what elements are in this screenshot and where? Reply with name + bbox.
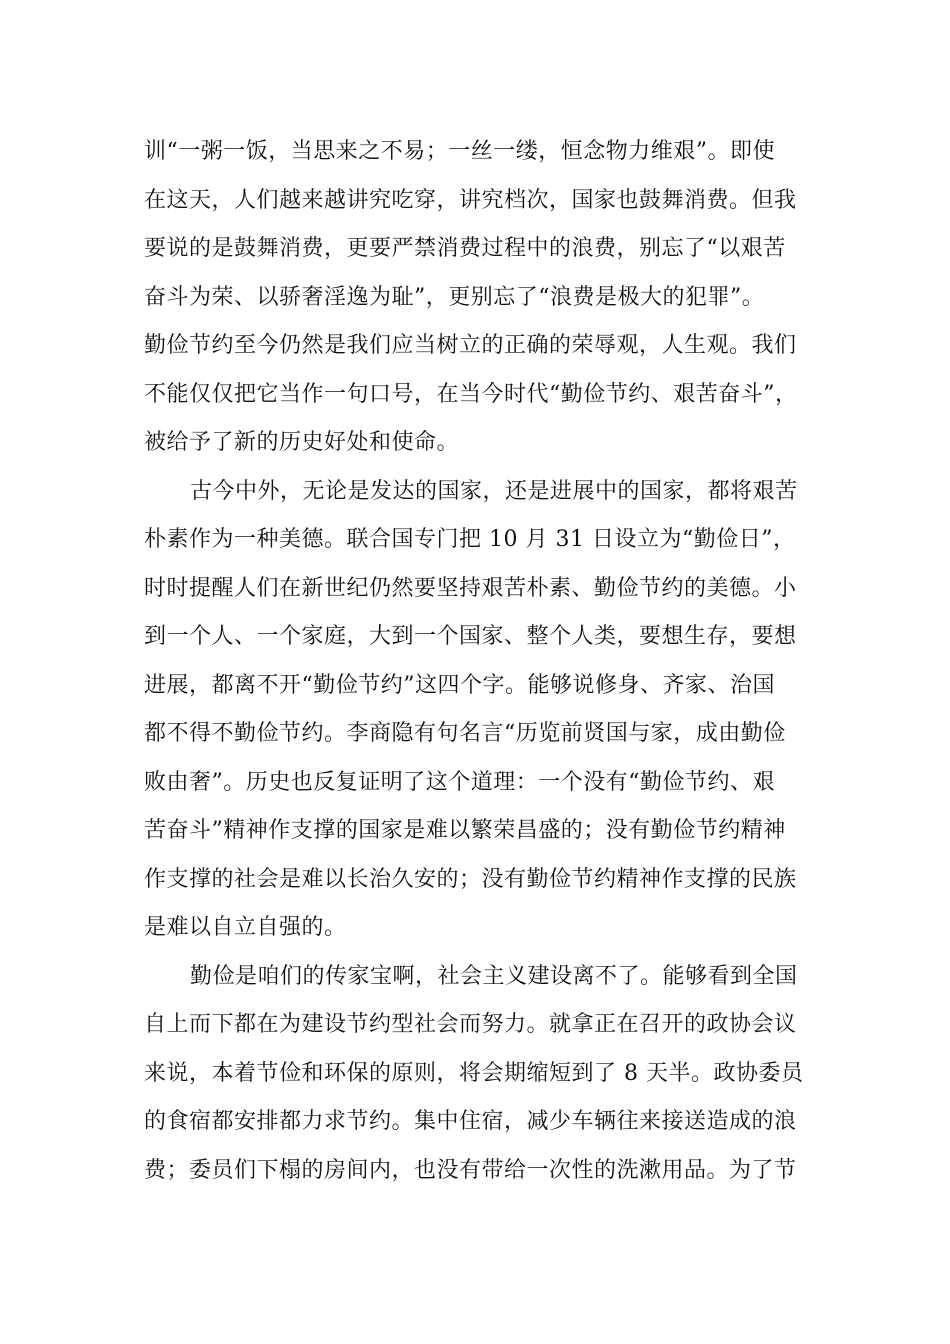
paragraph-1-line-4: 奋斗为荣、以骄奢淫逸为耻”，更别忘了“浪费是极大的犯罪”。: [144, 284, 765, 310]
paragraph-2-line-5: 进展，都离不开“勤俭节约”这四个字。能够说修身、齐家、治国: [144, 672, 775, 698]
paragraph-2-line-10: 是难以自立自强的。: [144, 915, 347, 940]
paragraph-2-line-7: 败由奢”。历史也反复证明了这个道理：一个没有“勤俭节约、艰: [144, 769, 775, 795]
paragraph-3-line-3: 来说，本着节俭和环保的原则，将会期缩短到了 8 天半。政协委员: [144, 1060, 804, 1086]
paragraph-2-line-4: 到一个人、一个家庭，大到一个国家、整个人类，要想生存，要想: [144, 624, 797, 649]
paragraph-2-line-8: 苦奋斗”精神作支撑的国家是难以繁荣昌盛的；没有勤俭节约精神: [144, 818, 786, 843]
body-text: [144, 128, 806, 1195]
paragraph-3-line-1: 勤俭是咱们的传家宝啊，社会主义建设离不了。能够看到全国: [190, 963, 798, 989]
paragraph-2-line-2: 朴素作为一种美德。联合国专门把 10 月 31 日设立为“勤俭日”，: [144, 527, 796, 552]
paragraph-3-line-5: 费；委员们下榻的房间内，也没有带给一次性的洗漱用品。为了节: [144, 1157, 797, 1183]
paragraph-3-line-4: 的食宿都安排都力求节约。集中住宿，减少车辆往来接送造成的浪: [144, 1109, 797, 1134]
paragraph-3-line-2: 自上而下都在为建设节约型社会而努力。就拿正在召开的政协会议: [144, 1012, 797, 1037]
paragraph-2-line-3: 时时提醒人们在新世纪仍然要坚持艰苦朴素、勤俭节约的美德。小: [144, 575, 797, 601]
paragraph-1-line-3: 要说的是鼓舞消费，更要严禁消费过程中的浪费，别忘了“以艰苦: [144, 236, 786, 261]
paragraph-1-line-5: 勤俭节约至今仍然是我们应当树立的正确的荣辱观，人生观。我们: [144, 333, 797, 358]
paragraph-2-line-6: 都不得不勤俭节约。李商隐有句名言“历览前贤国与家，成由勤俭: [144, 721, 786, 746]
paragraph-1-line-2: 在这天，人们越来越讲究吃穿，讲究档次，国家也鼓舞消费。但我: [144, 187, 797, 213]
paragraph-1-line-1: 训“一粥一饭，当思来之不易；一丝一缕，恒念物力维艰”。即使: [144, 139, 775, 164]
paragraph-1-line-7: 被给予了新的历史好处和使命。: [144, 430, 460, 455]
paragraph-2-line-1: 古今中外，无论是发达的国家，还是进展中的国家，都将艰苦: [190, 478, 798, 504]
paragraph-1-line-6: 不能仅仅把它当作一句口号，在当今时代“勤俭节约、艰苦奋斗”，: [144, 381, 798, 407]
paragraph-2-line-9: 作支撑的社会是难以长治久安的；没有勤俭节约精神作支撑的民族: [144, 866, 797, 892]
